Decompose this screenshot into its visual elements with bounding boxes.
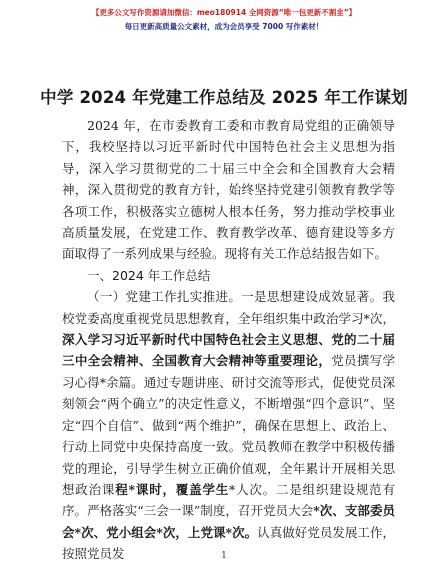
promo-banner-line-2: 每日更新高质量公文素材，成为会员享受 7000 写作素材！ [124, 22, 324, 31]
document-body [62, 115, 395, 565]
party-building-text-9: *次。 [225, 524, 258, 540]
party-building-text-3: 党员撰写学习心得*余篇。通过专题讲座、研讨交流等形式，促使党员深刻领会“两个确立”的决定性意义，不断增强“四个意识”、坚定“四个自信”、做到“两个维护”，确保在思想上、政治上、行动上同党中央保持高度一致。党员教师在教学中积极传播党的理论，引导学生树立正确价值观，全年累计开展相关思想政治课 [62, 353, 395, 497]
intro-paragraph: 2024 年，在市委教育工委和市教育局党组的正确领导下，我校坚持以习近平新时代中国特色社会主义思想为指导，深入学习贯彻党的二十届三中全会和全国教育大会精神，深入贯彻党的教育方针，始终坚持党建引领教育教学等各项工作，积极落实立德树人根本任务，努力推动学校事业高质量发展，在党建工作、教育教学改革、德育建设等多方面取得了一系列成果与经验。现将有关工作总结报告如下。 [62, 118, 395, 262]
party-building-text-6: *次、支部委员会 [62, 503, 395, 540]
section-heading-1: 一、2024 年工作总结 [87, 267, 211, 283]
party-building-paragraph [62, 286, 395, 564]
party-building-text-8: *次，上党课 [156, 524, 226, 540]
party-building-text-10: 认真做好党员发展工作，按照党员发 [62, 524, 395, 562]
party-building-text-2: 深入学习习近平新时代中国特色社会主义思想、党的二十届三中全会精神、全国教育大会精神等重要理论， [62, 332, 395, 369]
promo-banner [0, 6, 448, 34]
document-title: 中学 2024 年党建工作总结及 2025 年工作谋划 [40, 88, 408, 107]
party-building-text-5: *人次。二是组织建设规范有序。严格落实“三会一课”制度，召开党员大会 [62, 481, 395, 519]
promo-banner-line-1: 【更多公文写作资源请加微信：meo180914 全网资源“唯一包更新不割韭”】 [91, 8, 357, 17]
party-building-text-1: （一）党建工作扎实推进。一是思想建设成效显著。我校党委高度重视党员思想教育，全年组织集中政治学习*次， [62, 289, 395, 326]
party-building-text-4: 程*课时，覆盖学生 [115, 481, 230, 497]
party-building-text-7: *次、党小组会 [74, 524, 157, 540]
page-number: 1 [221, 551, 227, 561]
